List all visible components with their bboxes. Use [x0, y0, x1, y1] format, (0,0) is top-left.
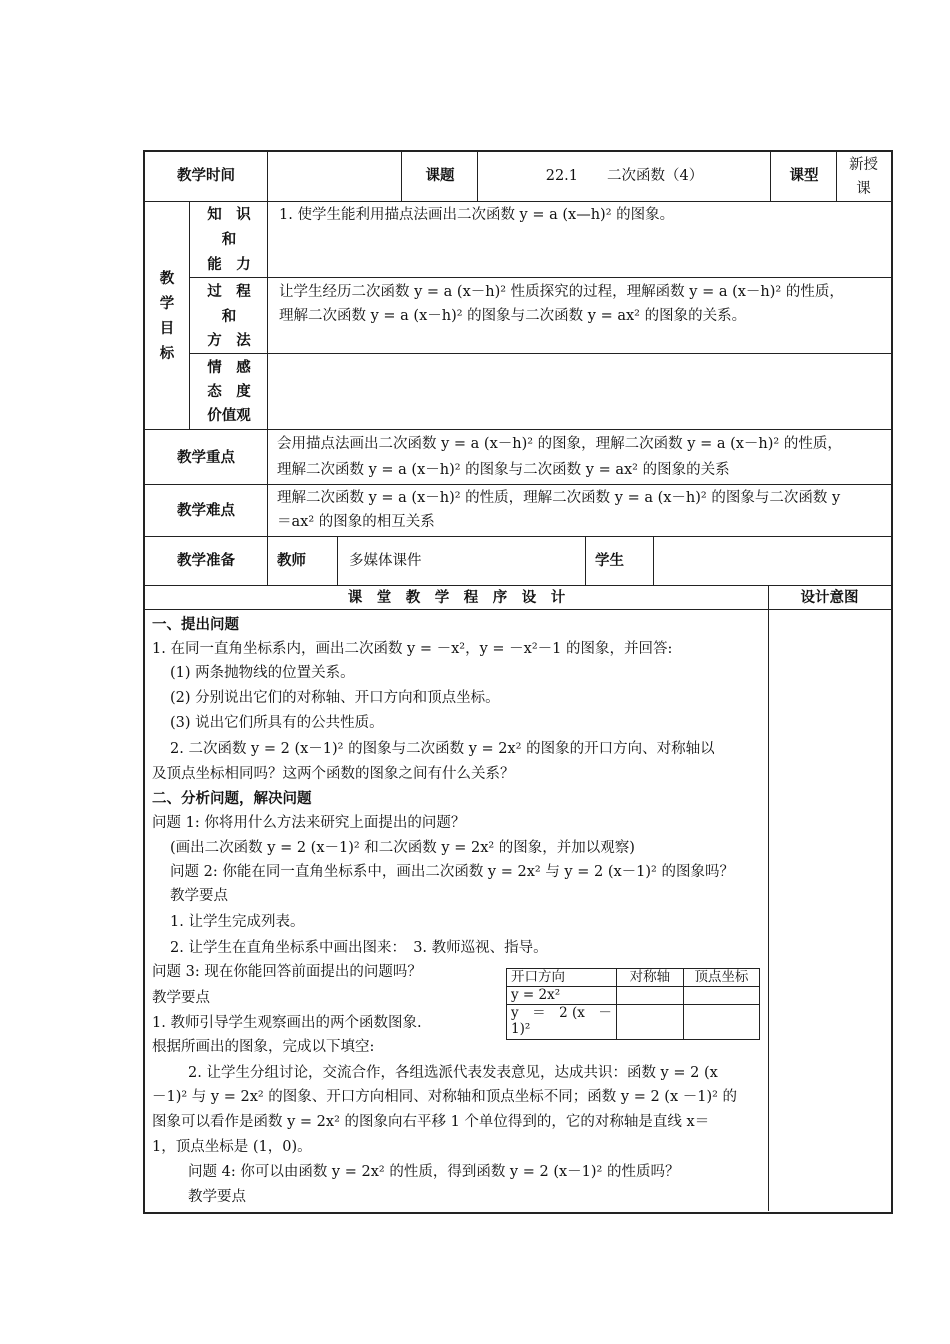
col-divider — [653, 536, 654, 586]
emotion-label: 态 度 — [207, 384, 251, 400]
procedure-line: 1. 让学生完成列表。 — [170, 914, 305, 930]
procedure-line: 1. 教师引导学生观察画出的两个函数图象. — [152, 1015, 422, 1031]
student-label: 学生 — [595, 553, 624, 569]
time-label: 教学时间 — [177, 168, 235, 184]
table-header-row — [507, 969, 760, 987]
procedure-line: 问题 1: 你将用什么方法来研究上面提出的问题？ — [152, 815, 466, 831]
procedure-line: 2. 二次函数 y = 2 (x－1)² 的图象与二次函数 y = 2x² 的图象的开口方向、对称轴以 — [170, 741, 715, 757]
objectives-group-label: 教 — [159, 271, 175, 287]
procedure-line: 1，顶点坐标是 (1，0)。 — [152, 1139, 312, 1155]
procedure-line: 教学要点 — [188, 1189, 246, 1205]
procedure-line: 1. 在同一直角坐标系内，画出二次函数 y = －x²，y = －x²－1 的图象，并回答: — [152, 641, 673, 657]
col-divider — [267, 150, 268, 202]
procedure-line: (画出二次函数 y = 2 (x－1)² 和二次函数 y = 2x² 的图象，并加以观察) — [170, 840, 635, 856]
topic-value: 22.1 二次函数（4） — [545, 168, 704, 184]
process-label: 和 — [221, 309, 237, 325]
key-points-label: 教学重点 — [177, 450, 235, 466]
table-cell — [616, 987, 683, 1005]
key-points-text: 理解二次函数 y = a (x－h)² 的图象与二次函数 y = ax² 的图象的关系 — [277, 462, 730, 478]
row-divider — [189, 353, 891, 354]
type-label: 课型 — [789, 168, 819, 184]
type-value: 课 — [856, 181, 871, 197]
table-header-cell: 顶点坐标 — [683, 969, 759, 987]
col-divider — [585, 536, 586, 586]
table-header-cell: 开口方向 — [507, 969, 617, 987]
procedure-line: 图象可以看作是函数 y = 2x² 的图象向右平移 1 个单位得到的，它的对称轴是直线 x＝ — [152, 1114, 710, 1130]
process-text: 理解二次函数 y = a (x－h)² 的图象与二次函数 y = ax² 的图象的关系。 — [279, 308, 747, 324]
knowledge-label: 知 识 — [207, 207, 251, 223]
intent-label: 设计意图 — [800, 590, 859, 606]
table-cell — [507, 1005, 617, 1040]
procedure-line: －1)² 与 y = 2x² 的图象、开口方向相同、对称轴和顶点坐标不同；函数 y = 2 (x －1)² 的 — [152, 1089, 738, 1105]
procedure-line: (2) 分别说出它们的对称轴、开口方向和顶点坐标。 — [170, 690, 500, 706]
table-cell — [616, 1005, 683, 1040]
section-heading: 一、提出问题 — [152, 617, 239, 633]
procedure-line: 问题 2: 你能在同一直角坐标系中，画出二次函数 y = 2x² 与 y = 2 (x－1)² 的图象吗？ — [170, 864, 734, 880]
objectives-group-label: 学 — [159, 296, 175, 312]
teacher-value: 多媒体课件 — [349, 553, 422, 569]
procedure-line: 教学要点 — [170, 888, 228, 904]
key-points-text: 会用描点法画出二次函数 y = a (x－h)² 的图象，理解二次函数 y = a (x－h)² 的性质， — [277, 436, 842, 452]
teacher-label: 教师 — [277, 553, 306, 569]
procedure-line: 问题 3: 现在你能回答前面提出的问题吗？ — [152, 964, 422, 980]
col-divider — [770, 150, 771, 202]
row-divider — [143, 429, 891, 430]
section-heading: 二、分析问题，解决问题 — [152, 791, 312, 807]
row-divider — [189, 277, 891, 278]
table-cell — [683, 1005, 759, 1040]
type-value: 新授 — [849, 157, 878, 173]
table-cell: y = 2x² — [507, 987, 617, 1005]
difficulties-text: 理解二次函数 y = a (x－h)² 的性质，理解二次函数 y = a (x－h)² 的图象与二次函数 y — [277, 490, 841, 506]
col-divider — [836, 150, 837, 202]
procedure-line: (1) 两条抛物线的位置关系。 — [170, 665, 355, 681]
procedure-line: 2. 让学生在直角坐标系中画出图来： 3. 教师巡视、指导。 — [170, 940, 548, 956]
table-row — [507, 1005, 760, 1040]
procedure-line: 根据所画出的图象，完成以下填空: — [152, 1039, 375, 1055]
col-divider — [401, 150, 402, 202]
preparation-label: 教学准备 — [177, 553, 235, 569]
row-divider — [143, 201, 891, 202]
knowledge-text: 1. 使学生能利用描点法画出二次函数 y = a (x—h)² 的图象。 — [279, 207, 675, 223]
difficulties-label: 教学难点 — [177, 503, 235, 519]
table-row — [507, 987, 760, 1005]
topic-label: 课题 — [425, 168, 455, 184]
procedure-line: 2. 让学生分组讨论，交流合作，各组选派代表发表意见，达成共识：函数 y = 2 (x — [188, 1065, 718, 1081]
col-divider — [768, 585, 769, 1211]
procedure-line: 教学要点 — [152, 990, 210, 1006]
procedure-line: (3) 说出它们所具有的公共性质。 — [170, 715, 384, 731]
row-divider — [143, 484, 891, 485]
knowledge-label: 和 — [221, 232, 237, 248]
process-label: 过 程 — [207, 284, 251, 300]
col-divider — [189, 201, 190, 430]
table-header-cell: 对称轴 — [616, 969, 683, 987]
table-cell-line: y ＝ 2 (x － — [511, 1005, 612, 1021]
col-divider — [267, 201, 268, 537]
fill-in-table — [506, 968, 760, 1040]
knowledge-label: 能 力 — [207, 257, 251, 273]
table-cell — [683, 987, 759, 1005]
col-divider — [337, 536, 338, 586]
col-divider — [477, 150, 478, 202]
process-label: 方 法 — [207, 333, 251, 349]
procedure-line: 及顶点坐标相同吗？这两个函数的图象之间有什么关系？ — [152, 766, 515, 782]
table-cell-line: 1)² — [511, 1021, 531, 1037]
process-text: 让学生经历二次函数 y = a (x－h)² 性质探究的过程，理解函数 y = a (x－h)² 的性质， — [279, 284, 844, 300]
objectives-group-label: 标 — [159, 346, 175, 362]
col-divider — [267, 536, 268, 586]
emotion-label: 价值观 — [207, 408, 251, 424]
objectives-group-label: 目 — [159, 321, 175, 337]
difficulties-text: ＝ax² 的图象的相互关系 — [277, 514, 435, 530]
row-divider — [143, 536, 891, 537]
procedure-line: 问题 4: 你可以由函数 y = 2x² 的性质，得到函数 y = 2 (x－1)² 的性质吗？ — [188, 1164, 680, 1180]
procedure-title: 课 堂 教 学 程 序 设 计 — [347, 590, 566, 606]
emotion-label: 情 感 — [207, 360, 251, 376]
